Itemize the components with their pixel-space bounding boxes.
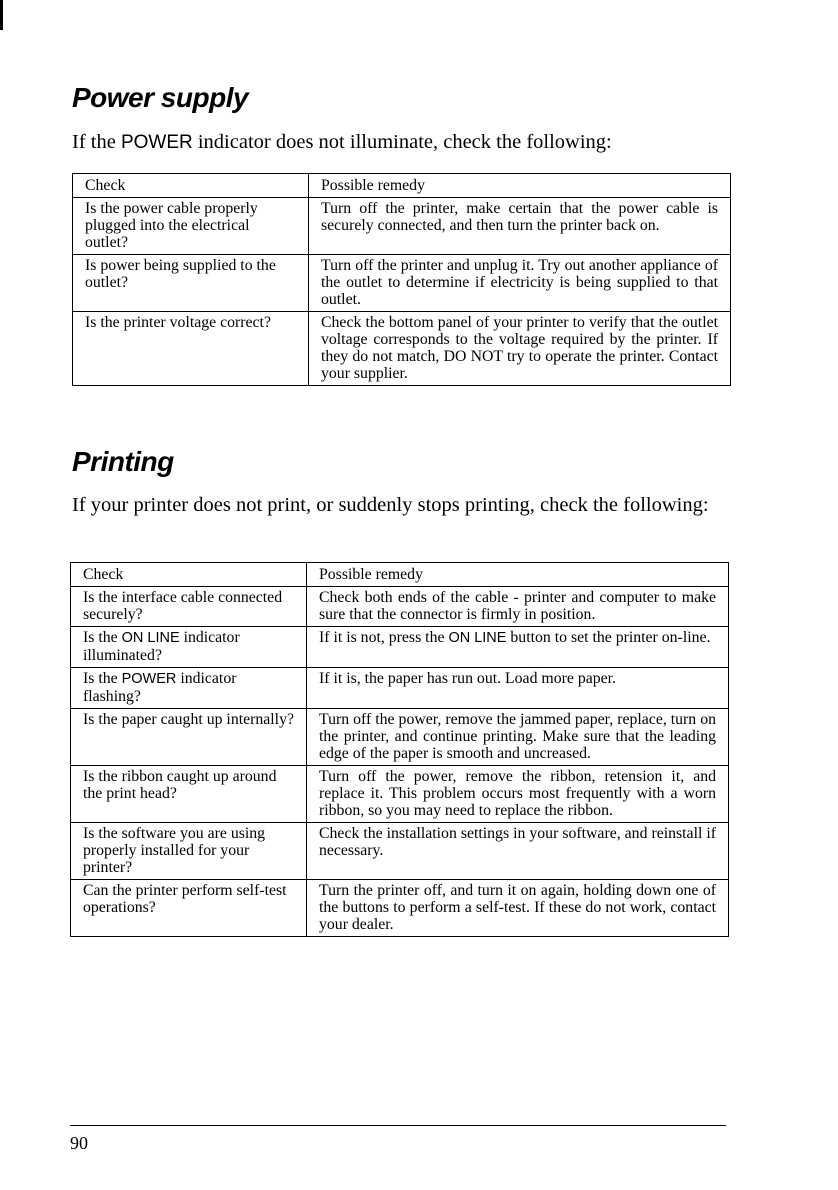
table-row	[71, 823, 729, 880]
table-row	[71, 668, 729, 709]
check-text: Is the	[83, 670, 122, 687]
remedy-cell: Turn off the power, remove the jammed paper, replace, turn on the printer, and continue printing. Make sure that the leading edge of the paper is smooth and uncreased.	[307, 709, 729, 766]
table-row	[71, 709, 729, 766]
check-cell: Is power being supplied to the outlet?	[73, 255, 309, 312]
indicator-name: POWER	[121, 671, 177, 687]
check-cell	[71, 627, 307, 668]
page-number: 90	[70, 1133, 88, 1153]
remedy-text: button to set the printer on-line.	[506, 629, 711, 646]
printing-table	[70, 562, 729, 937]
scan-edge-mark	[0, 0, 3, 30]
check-cell: Is the interface cable connected securely?	[71, 587, 307, 627]
footer-rule	[70, 1125, 726, 1126]
remedy-cell: Turn off the printer and unplug it. Try out another appliance of the outlet to determine if electricity is being supplied to that outlet.	[309, 255, 731, 312]
remedy-cell: Check the bottom panel of your printer to verify that the outlet voltage corresponds to the voltage required by the printer. If they do not match, DO NOT try to operate the printer. Contact your supplier.	[309, 312, 731, 386]
check-cell: Is the paper caught up internally?	[71, 709, 307, 766]
column-header-remedy: Possible remedy	[309, 174, 731, 198]
section-title-printing: Printing	[72, 446, 174, 477]
table-header-row	[73, 174, 731, 198]
section-title-power-supply: Power supply	[72, 82, 249, 113]
check-cell: Is the software you are using properly installed for your printer?	[71, 823, 307, 880]
intro-text: indicator does not illuminate, check the following:	[192, 131, 612, 153]
column-header-check: Check	[71, 563, 307, 587]
table-header-row	[71, 563, 729, 587]
printing-intro: If your printer does not print, or suddenly stops printing, check the following:	[72, 494, 709, 516]
table-row	[73, 312, 731, 386]
table-row	[73, 198, 731, 255]
table-row	[71, 587, 729, 627]
power-supply-table	[72, 173, 731, 386]
check-cell: Is the printer voltage correct?	[73, 312, 309, 386]
column-header-remedy: Possible remedy	[307, 563, 729, 587]
remedy-cell: If it is, the paper has run out. Load more paper.	[307, 668, 729, 709]
power-supply-intro	[72, 129, 612, 156]
table-row	[71, 766, 729, 823]
table-row	[73, 255, 731, 312]
check-cell: Is the ribbon caught up around the print head?	[71, 766, 307, 823]
remedy-cell: Turn off the power, remove the ribbon, retension it, and replace it. This problem occurs most frequently with a worn ribbon, so you may need to replace the ribbon.	[307, 766, 729, 823]
remedy-cell: Turn off the printer, make certain that the power cable is securely connected, and then turn the printer back on.	[309, 198, 731, 255]
indicator-name: ON LINE	[121, 630, 180, 646]
remedy-cell: Check both ends of the cable - printer and computer to make sure that the connector is firmly in position.	[307, 587, 729, 627]
intro-text: If the	[72, 131, 121, 153]
column-header-check: Check	[73, 174, 309, 198]
check-cell: Can the printer perform self-test operations?	[71, 880, 307, 937]
remedy-cell: Check the installation settings in your software, and reinstall if necessary.	[307, 823, 729, 880]
intro-indicator-name: POWER	[120, 132, 193, 153]
table-row	[71, 880, 729, 937]
check-text: Is the	[83, 629, 122, 646]
remedy-cell	[307, 627, 729, 668]
check-cell: Is the power cable properly plugged into the electrical outlet?	[73, 198, 309, 255]
check-text: indicator flashing?	[83, 670, 237, 705]
remedy-text: If it is not, press the	[319, 629, 449, 646]
check-cell	[71, 668, 307, 709]
table-row	[71, 627, 729, 668]
remedy-cell: Turn the printer off, and turn it on again, holding down one of the buttons to perform a self-test. If these do not work, contact your dealer.	[307, 880, 729, 937]
check-text: indicator illuminated?	[83, 629, 240, 664]
button-name: ON LINE	[448, 630, 507, 646]
